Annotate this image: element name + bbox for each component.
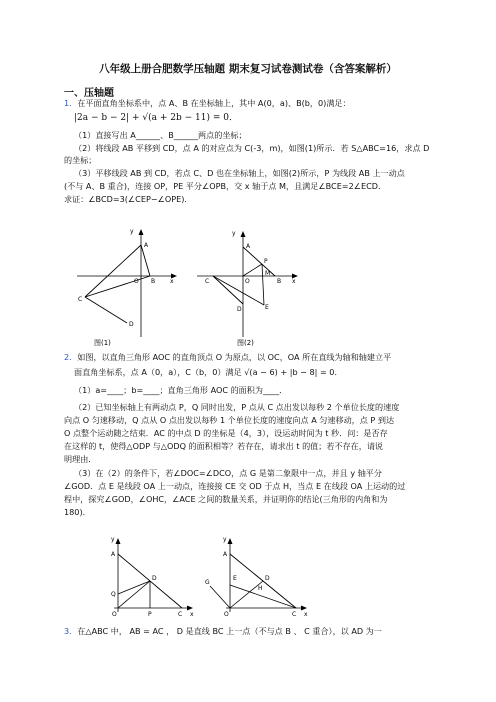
q2-part3-line3: 程中，探究∠GOD，∠OHC，∠ACE 之间的数量关系，并证明你的结论(三角形的内角和为 — [64, 494, 388, 504]
q2-figure-1 — [110, 532, 198, 620]
q2f2-label-A: A — [223, 551, 228, 558]
q2-part2-line3: O 点整个运动随之结束．AC 的中点 D 的坐标是（4，3），设运动时间为 t 秒．问：是否存 — [64, 428, 388, 438]
q1-figure-1 — [72, 225, 182, 350]
section-heading: 一、压轴题 — [64, 88, 114, 99]
q2f1-label-D: D — [152, 575, 157, 582]
q2-part2-line1: （2）已知坐标轴上有两动点 P，Q 同时出发，P 点从 C 点出发以每秒 2 个单位长度的速度 — [74, 402, 400, 412]
q1f1-label-y: y — [130, 228, 134, 235]
q1-figure-2 — [195, 225, 305, 350]
q1-part1: （1）直接写出 A______、B______两点的坐标； — [74, 130, 247, 140]
q2f1-label-x: x — [190, 611, 194, 618]
q2-figure-2 — [200, 532, 310, 620]
q1f2-label-M: M — [265, 270, 271, 277]
q1-number: 1． — [64, 98, 78, 108]
q1-equation: |2a − b − 2| + √(a + 2b − 11) = 0． — [74, 113, 239, 123]
q3-number: 3． — [64, 626, 78, 636]
q2f1-label-P: P — [148, 611, 152, 618]
q2-part3-line2: ∠GOD．点 E 是线段 OA 上一动点，连接接 CE 交 OD 于点 H，当点 E 在线段 OA 上运动的过 — [64, 481, 406, 491]
q1f2-label-A: A — [246, 243, 251, 250]
q1f1-label-C: C — [78, 296, 83, 303]
q1f1-label-B: B — [151, 278, 156, 285]
q2-text: 如图，以直角三角形 AOC 的直角顶点 O 为原点，以 OC，OA 所在直线为轴和轴建立平 — [77, 352, 392, 362]
q2-part1: （1）a=____；b=____；直角三角形 AOC 的面积为____． — [74, 385, 288, 395]
q2f2-label-x: x — [304, 611, 308, 618]
q2f2-label-O: O — [224, 611, 229, 618]
q2-number: 2． — [64, 352, 78, 362]
q2f1-label-A: A — [111, 551, 116, 558]
q2-part3-line1: （3）在（2）的条件下，若∠DOC=∠DCO，点 G 是第二象限中一点，并且 y 轴平分 — [74, 468, 382, 478]
q1f2-label-O: O — [245, 278, 250, 285]
q1-text: 在平面直角坐标系中，点 A、B 在坐标轴上，其中 A(0，a)、B(b，0)满足： — [77, 98, 351, 108]
q1f2-label-B: B — [277, 278, 282, 285]
q1-part3-line2: (不与 A、B 重合)，连接 OP，PE 平分∠OPB，交 x 轴于点 M，且满足∠BCE=2∠ECD． — [64, 181, 387, 191]
q2f2-label-C: C — [292, 611, 297, 618]
q1f2-label-P: P — [264, 258, 268, 265]
q1f2-label-E: E — [265, 304, 269, 311]
q2f1-label-y: y — [111, 536, 115, 543]
q2f1-label-Q: Q — [111, 591, 116, 598]
q2f2-label-y: y — [223, 536, 227, 543]
q1f1-label-x: x — [170, 278, 174, 285]
q2f2-label-E: E — [233, 575, 237, 582]
q2f2-label-H: H — [258, 585, 263, 592]
q1-part3-line3: 求证：∠BCD=3(∠CEP−∠OPE)． — [64, 194, 193, 204]
q2f1-label-C: C — [178, 611, 183, 618]
q2-part3-line4: 180)． — [64, 507, 91, 517]
document-title: 八年级上册合肥数学压轴题 期末复习试卷测试卷（含答案解析） — [99, 63, 397, 75]
q1-part3-line1: （3）平移线段 AB 到 CD，若点 C、D 也在坐标轴上，如图(2)所示，P 为线段 AB 上一动点 — [74, 168, 405, 178]
q1-part2-line1: （2）将线段 AB 平移到 CD，点 A 的对应点为 C(-3，m)，如图(1)所示．若 S△ABC=16，求点 D — [74, 143, 430, 153]
q2f1-label-O: O — [112, 611, 117, 618]
q2f2-label-G: G — [205, 579, 210, 586]
q2-part2-line5: 明理由． — [64, 454, 97, 464]
q2f2-label-D: D — [265, 575, 270, 582]
q2-line2: 面直角坐标系，点 A（0，a），C（b，0）满足 √(a − 6) + |b − 8| = 0． — [74, 367, 343, 377]
q2-line1 — [64, 352, 391, 363]
q1f1-label-O: O — [134, 278, 139, 285]
q1f2-label-C: C — [205, 278, 210, 285]
q3-line1 — [64, 626, 382, 637]
q1f2-caption: 图(2) — [237, 339, 254, 347]
q1f1-label-D: D — [129, 321, 134, 328]
q2-part2-line4: 在这样的 t，使得△ODP 与△ODQ 的面积相等？若存在，请求出 t 的值；若不存在，请说 — [64, 441, 384, 451]
q1f1-label-A: A — [144, 242, 149, 249]
q3-text: 在△ABC 中， AB = AC ， D 是直线 BC 上一点（不与点 B 、 C 重合），以 AD 为一 — [77, 626, 382, 636]
q1-part2-line2: 的坐标； — [64, 155, 97, 165]
q2-part2-line2: 向点 O 匀速移动，Q 点从 O 点出发以每秒 1 个单位长度的速度向点 A 匀速移动，点 P 到达 — [64, 415, 395, 425]
q1-line1 — [64, 98, 351, 109]
q1f1-caption: 图(1) — [94, 339, 111, 347]
q1f2-label-y: y — [232, 230, 236, 237]
q1f2-label-x: x — [292, 278, 296, 285]
q1f2-label-D: D — [237, 306, 242, 313]
